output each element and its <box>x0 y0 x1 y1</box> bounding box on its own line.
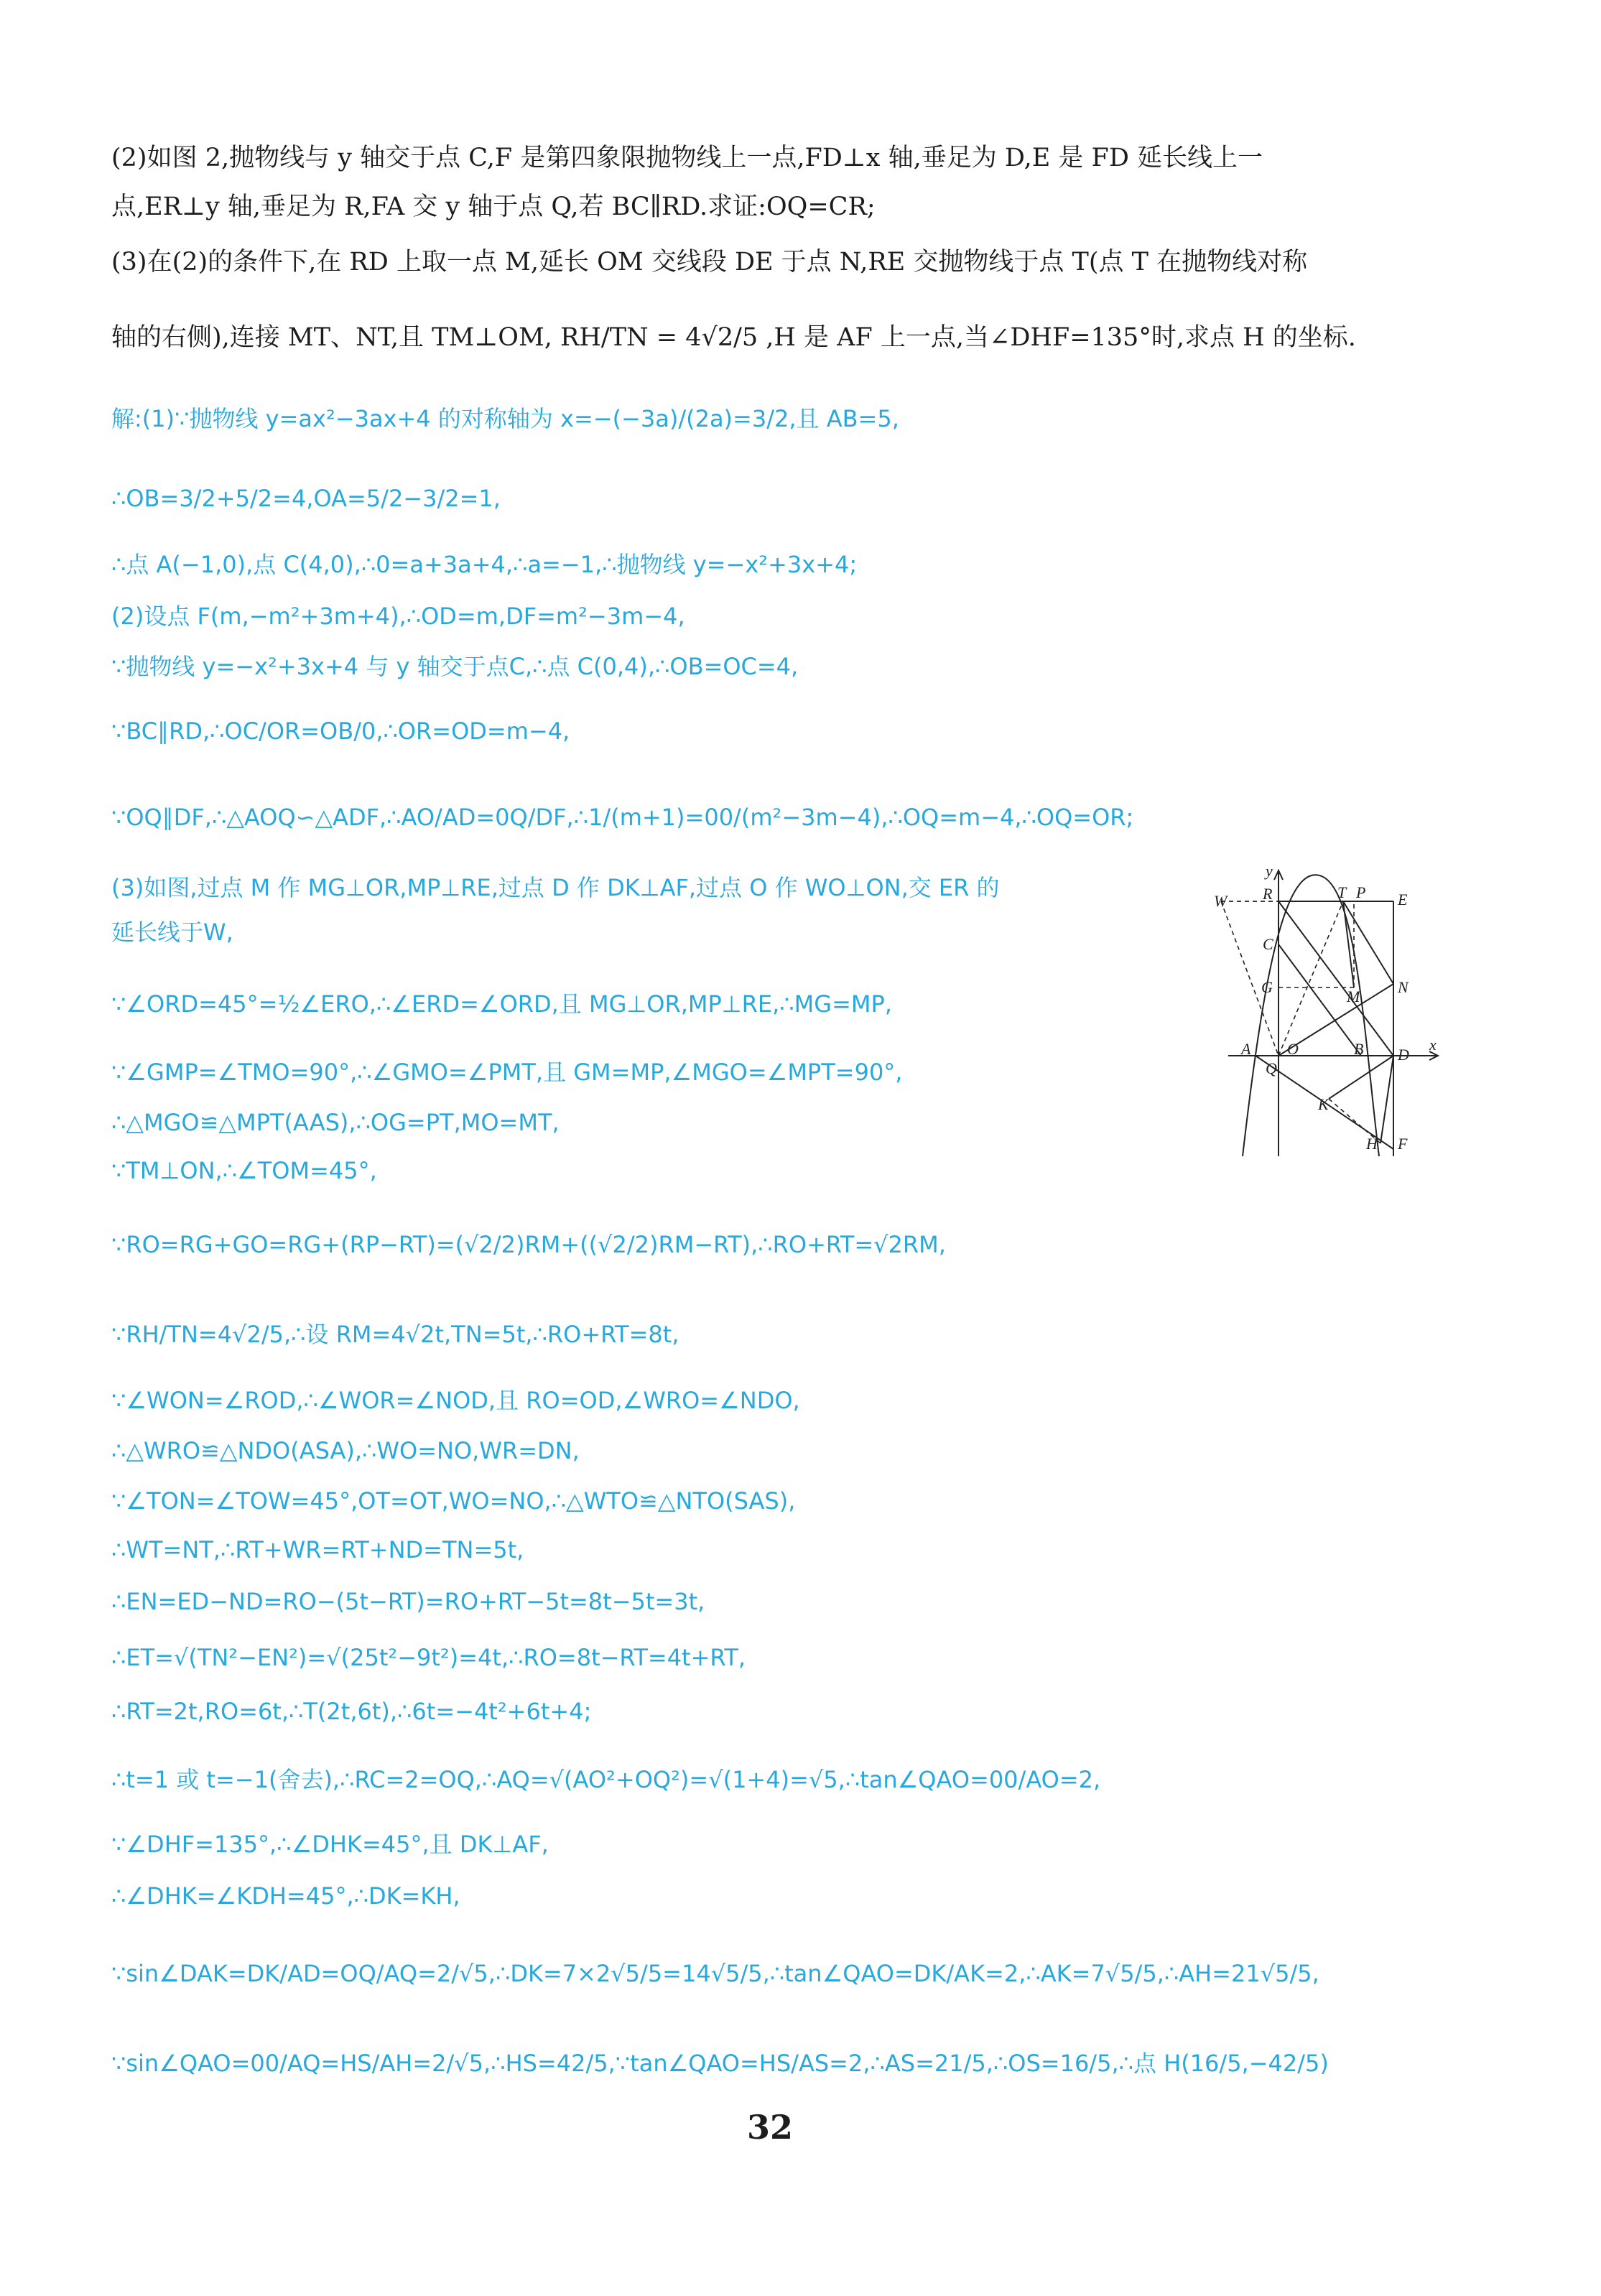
solution-line: ∵∠GMP=∠TMO=90°,∴∠GMO=∠PMT,且 GM=MP,∠MGO=∠MPT=90°, <box>111 1059 903 1086</box>
solution-line: ∴点 A(−1,0),点 C(4,0),∴0=a+3a+4,∴a=−1,∴抛物线 y=−x²+3x+4; <box>111 551 858 578</box>
solution-line: ∴WT=NT,∴RT+WR=RT+ND=TN=5t, <box>111 1536 524 1563</box>
geometry-figure <box>1214 862 1458 1163</box>
solution-line: ∴△MGO≌△MPT(AAS),∴OG=PT,MO=MT, <box>111 1109 560 1136</box>
question-part3-line1: (3)在(2)的条件下,在 RD 上取一点 M,延长 OM 交线段 DE 于点 N,RE 交抛物线于点 T(点 T 在抛物线对称 <box>111 248 1308 276</box>
label-G: G <box>1261 978 1273 996</box>
solution-line: ∵∠TON=∠TOW=45°,OT=OT,WO=NO,∴△WTO≌△NTO(SAS), <box>111 1487 796 1515</box>
solution-line: ∵OQ∥DF,∴△AOQ∽△ADF,∴AO/AD=0Q/DF,∴1/(m+1)=00/(m²−3m−4),∴OQ=m−4,∴OQ=OR; <box>111 804 1134 831</box>
label-N: N <box>1398 978 1409 996</box>
solution-line: 解:(1)∵抛物线 y=ax²−3ax+4 的对称轴为 x=−(−3a)/(2a)=3/2,且 AB=5, <box>111 405 899 432</box>
label-C: C <box>1263 935 1273 953</box>
segment-OT <box>1279 901 1343 1056</box>
solution-line: ∴△WRO≌△NDO(ASA),∴WO=NO,WR=DN, <box>111 1437 580 1464</box>
label-D: D <box>1398 1046 1409 1064</box>
label-y: y <box>1266 862 1273 880</box>
solution-line: ∵TM⊥ON,∴∠TOM=45°, <box>111 1157 377 1184</box>
solution-line: ∵sin∠QAO=00/AQ=HS/AH=2/√5,∴HS=42/5,∵tan∠QAO=HS/AS=2,∴AS=21/5,∴OS=16/5,∴点 H(16/5,−42/5) <box>111 2050 1329 2077</box>
label-F: F <box>1398 1135 1408 1153</box>
solution-line: ∵sin∠DAK=DK/AD=OQ/AQ=2/√5,∴DK=7×2√5/5=14√5/5,∴tan∠QAO=DK/AK=2,∴AK=7√5/5,∴AH=21√5/5, <box>111 1960 1319 1987</box>
label-P: P <box>1356 883 1366 901</box>
question-part3-line2: 轴的右侧),连接 MT、NT,且 TM⊥OM, RH/TN = 4√2/5 ,H 是 AF 上一点,当∠DHF=135°时,求点 H 的坐标. <box>111 323 1356 352</box>
label-W: W <box>1214 892 1228 910</box>
solution-line: ∴t=1 或 t=−1(舍去),∴RC=2=OQ,∴AQ=√(AO²+OQ²)=√(1+4)=√5,∴tan∠QAO=00/AO=2, <box>111 1766 1101 1793</box>
segment-RD <box>1279 901 1393 1056</box>
solution-line: ∴OB=3/2+5/2=4,OA=5/2−3/2=1, <box>111 485 501 512</box>
label-R: R <box>1263 885 1273 903</box>
label-Q: Q <box>1266 1059 1277 1077</box>
solution-line: ∴∠DHK=∠KDH=45°,∴DK=KH, <box>111 1882 460 1910</box>
solution-line: ∴ET=√(TN²−EN²)=√(25t²−9t²)=4t,∴RO=8t−RT=4t+RT, <box>111 1644 746 1671</box>
solution-line: ∵∠WON=∠ROD,∴∠WOR=∠NOD,且 RO=OD,∠WRO=∠NDO, <box>111 1387 800 1414</box>
label-E: E <box>1398 891 1408 908</box>
label-A: A <box>1241 1040 1251 1058</box>
segment-DH <box>1380 1056 1393 1143</box>
solution-line: 延长线于W, <box>111 919 233 946</box>
label-B: B <box>1354 1040 1364 1058</box>
solution-line: ∴RT=2t,RO=6t,∴T(2t,6t),∴6t=−4t²+6t+4; <box>111 1698 592 1725</box>
solution-line: ∴EN=ED−ND=RO−(5t−RT)=RO+RT−5t=8t−5t=3t, <box>111 1588 705 1615</box>
question-part2-line2: 点,ER⊥y 轴,垂足为 R,FA 交 y 轴于点 Q,若 BC∥RD.求证:OQ=CR; <box>111 192 876 221</box>
segment-TN <box>1343 901 1393 984</box>
question-part2-line1: (2)如图 2,抛物线与 y 轴交于点 C,F 是第四象限抛物线上一点,FD⊥x 轴,垂足为 D,E 是 FD 延长线上一 <box>111 144 1263 172</box>
page-number: 32 <box>747 2108 794 2147</box>
solution-line: (2)设点 F(m,−m²+3m+4),∴OD=m,DF=m²−3m−4, <box>111 603 685 630</box>
label-H: H <box>1366 1135 1378 1153</box>
solution-line: ∵RH/TN=4√2/5,∴设 RM=4√2t,TN=5t,∴RO+RT=8t, <box>111 1321 679 1348</box>
solution-line: ∵∠ORD=45°=½∠ERO,∴∠ERD=∠ORD,且 MG⊥OR,MP⊥RE,∴MG=MP, <box>111 990 892 1018</box>
label-O: O <box>1287 1040 1299 1058</box>
label-M: M <box>1347 987 1360 1005</box>
solution-line: (3)如图,过点 M 作 MG⊥OR,MP⊥RE,过点 D 作 DK⊥AF,过点 O 作 WO⊥ON,交 ER 的 <box>111 874 1000 901</box>
solution-line: ∵BC∥RD,∴OC/OR=OB/0,∴OR=OD=m−4, <box>111 717 570 745</box>
label-x: x <box>1429 1036 1437 1054</box>
segment-DK <box>1329 1056 1393 1099</box>
solution-line: ∵∠DHF=135°,∴∠DHK=45°,且 DK⊥AF, <box>111 1831 549 1858</box>
solution-line: ∵抛物线 y=−x²+3x+4 与 y 轴交于点C,∴点 C(0,4),∴OB=OC=4, <box>111 653 799 680</box>
label-K: K <box>1318 1095 1329 1113</box>
solution-line: ∵RO=RG+GO=RG+(RP−RT)=(√2/2)RM+((√2/2)RM−RT),∴RO+RT=√2RM, <box>111 1231 946 1258</box>
label-T: T <box>1337 883 1347 901</box>
